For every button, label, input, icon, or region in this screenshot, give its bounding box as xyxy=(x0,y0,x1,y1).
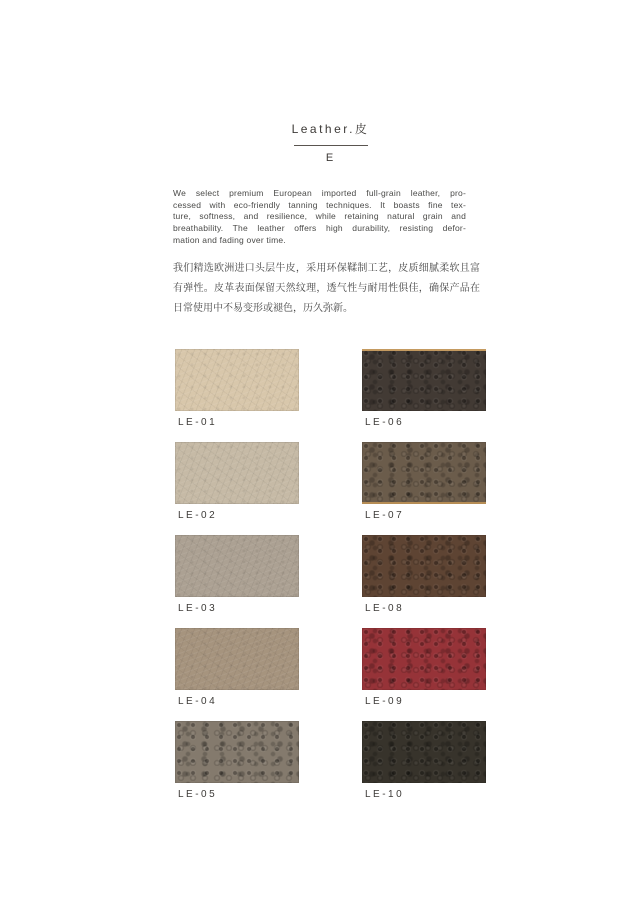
swatch-label: LE-02 xyxy=(178,510,218,521)
description-line: mation and fading over time. xyxy=(173,234,286,245)
swatch-item xyxy=(175,349,299,431)
swatch-label: LE-01 xyxy=(178,417,218,428)
photo-edge xyxy=(362,502,486,504)
swatch-item xyxy=(175,628,299,710)
description-line: We select premium European imported full-grain leather, pro- xyxy=(173,188,466,198)
swatch-grid xyxy=(175,349,486,803)
description-english xyxy=(173,188,466,247)
description-chinese xyxy=(173,259,480,319)
leather-swatch-le-03 xyxy=(175,535,299,597)
leather-swatch-le-04 xyxy=(175,628,299,690)
description-line: 日常使用中不易变形或褪色，历久弥新。 xyxy=(173,303,353,314)
description-line: 有弹性。皮革表面保留天然纹理，透气性与耐用性俱佳，确保产品在 xyxy=(173,283,480,294)
leather-swatch-le-02 xyxy=(175,442,299,504)
swatch-item xyxy=(362,628,486,710)
swatch-label: LE-04 xyxy=(178,696,218,707)
swatch-item xyxy=(362,442,486,524)
leather-swatch-le-01 xyxy=(175,349,299,411)
swatch-label: LE-09 xyxy=(365,696,405,707)
leather-swatch-le-09 xyxy=(362,628,486,690)
swatch-label: LE-07 xyxy=(365,510,405,521)
swatch-item xyxy=(362,349,486,431)
swatch-label: LE-08 xyxy=(365,603,405,614)
description-line: cessed with eco-friendly tanning techniques. It boasts fine tex- xyxy=(173,199,466,210)
leather-swatch-le-05 xyxy=(175,721,299,783)
swatch-label: LE-06 xyxy=(365,417,405,428)
page-header xyxy=(175,120,486,164)
leather-swatch-le-07 xyxy=(362,442,486,504)
series-letter: E xyxy=(325,152,336,164)
swatch-item xyxy=(175,442,299,524)
page-title: Leather.皮 xyxy=(291,122,370,136)
leather-swatch-le-06 xyxy=(362,349,486,411)
description-line: breathability. The leather offers high durability, resisting defor- xyxy=(173,223,466,234)
swatch-label: LE-05 xyxy=(178,789,218,800)
swatch-label: LE-03 xyxy=(178,603,218,614)
swatch-item xyxy=(362,535,486,617)
description-line: ture, softness, and resilience, while retaining natural grain and xyxy=(173,211,466,222)
swatch-item xyxy=(175,721,299,803)
description-line: 我们精选欧洲进口头层牛皮，采用环保鞣制工艺，皮质细腻柔软且富 xyxy=(173,263,480,274)
swatch-item xyxy=(362,721,486,803)
leather-swatch-le-08 xyxy=(362,535,486,597)
swatch-item xyxy=(175,535,299,617)
photo-edge xyxy=(362,349,486,351)
title-divider xyxy=(294,145,368,146)
swatch-label: LE-10 xyxy=(365,789,405,800)
leather-swatch-le-10 xyxy=(362,721,486,783)
